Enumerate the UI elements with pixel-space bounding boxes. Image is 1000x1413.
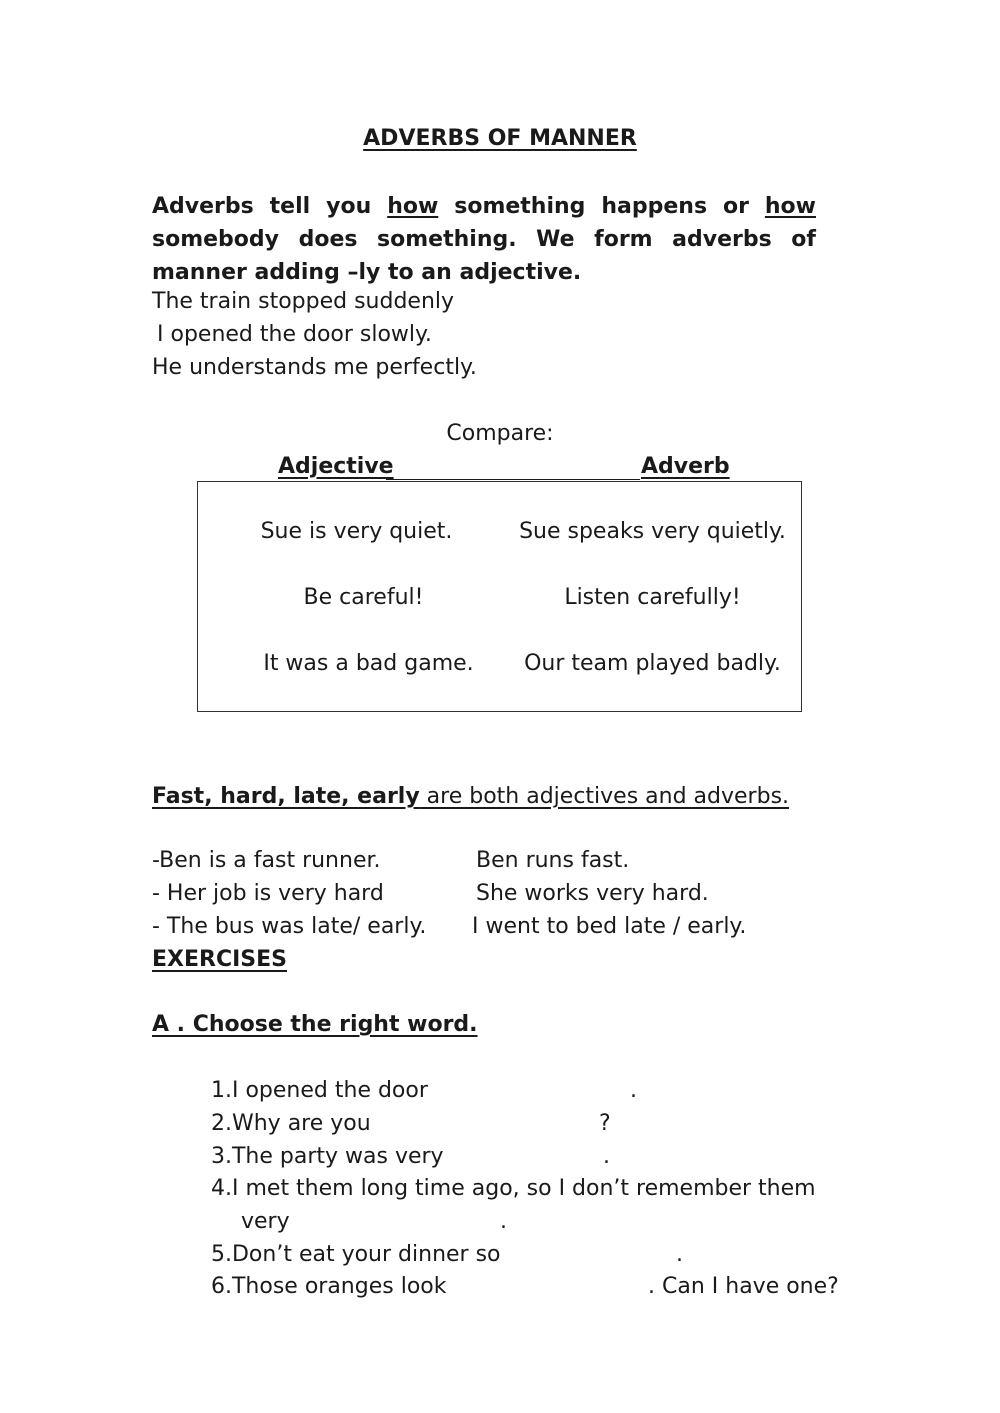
- exercise-item-5: 5.Don’t eat your dinner so: [211, 1242, 501, 1267]
- exercise-item-3-end: .: [603, 1144, 610, 1169]
- exercise-item-4: 4.I met them long time ago, so I don’t remember them: [211, 1176, 816, 1201]
- intro-part3: somebody does something. We form adverbs of manner adding –ly to an adjective.: [152, 227, 816, 285]
- both-adverb-1: Ben runs fast.: [476, 848, 630, 873]
- both-adjective-3: - The bus was late/ early.: [152, 914, 427, 939]
- both-adjective-1: -Ben is a fast runner.: [152, 848, 381, 873]
- compare-adjective-2: Be careful!: [303, 585, 424, 610]
- compare-adverb-1: Sue speaks very quietly.: [519, 519, 786, 544]
- both-adverb-3: I went to bed late / early.: [472, 914, 747, 939]
- example-sentence-2: I opened the door slowly.: [157, 322, 432, 347]
- compare-adjective-3: It was a bad game.: [263, 651, 474, 676]
- both-statement-rest: are both adjectives and adverbs.: [419, 784, 790, 809]
- both-statement: [152, 782, 789, 812]
- compare-adverb-2: Listen carefully!: [564, 585, 741, 610]
- page-title: ADVERBS OF MANNER: [363, 126, 637, 151]
- exercise-item-1-end: .: [630, 1078, 637, 1103]
- compare-adjective-1: Sue is very quiet.: [260, 519, 453, 544]
- both-adjective-2: - Her job is very hard: [152, 881, 384, 906]
- intro-paragraph: [152, 190, 816, 289]
- intro-part1: Adverbs tell you: [152, 194, 388, 219]
- exercises-heading: EXERCISES: [152, 947, 288, 972]
- example-sentence-1: The train stopped suddenly: [152, 289, 455, 314]
- exercise-item-4-continuation: very: [241, 1209, 290, 1234]
- compare-adverb-3: Our team played badly.: [524, 651, 781, 676]
- both-statement-words: Fast, hard, late, early: [152, 784, 420, 809]
- exercise-item-4-end: .: [500, 1209, 507, 1234]
- intro-how-1: how: [387, 194, 439, 219]
- intro-how-2: how: [764, 194, 816, 219]
- intro-part2: something happens or: [438, 194, 765, 219]
- adjective-header: Adjective: [278, 454, 394, 479]
- example-sentence-3: He understands me perfectly.: [152, 355, 477, 380]
- adverb-header: Adverb: [641, 454, 730, 479]
- header-underline: [386, 479, 640, 480]
- exercise-item-1: 1.I opened the door: [211, 1078, 428, 1103]
- exercise-item-2: 2.Why are you: [211, 1111, 371, 1136]
- exercise-item-5-end: .: [676, 1242, 683, 1267]
- exercise-item-2-end: ?: [599, 1111, 611, 1136]
- compare-label: Compare:: [446, 421, 554, 446]
- exercise-item-6: 6.Those oranges look: [211, 1274, 447, 1299]
- exercise-item-6-end: . Can I have one?: [648, 1274, 839, 1299]
- exercise-item-3: 3.The party was very: [211, 1144, 444, 1169]
- exercise-a-heading: A . Choose the right word.: [152, 1012, 478, 1037]
- both-adverb-2: She works very hard.: [476, 881, 709, 906]
